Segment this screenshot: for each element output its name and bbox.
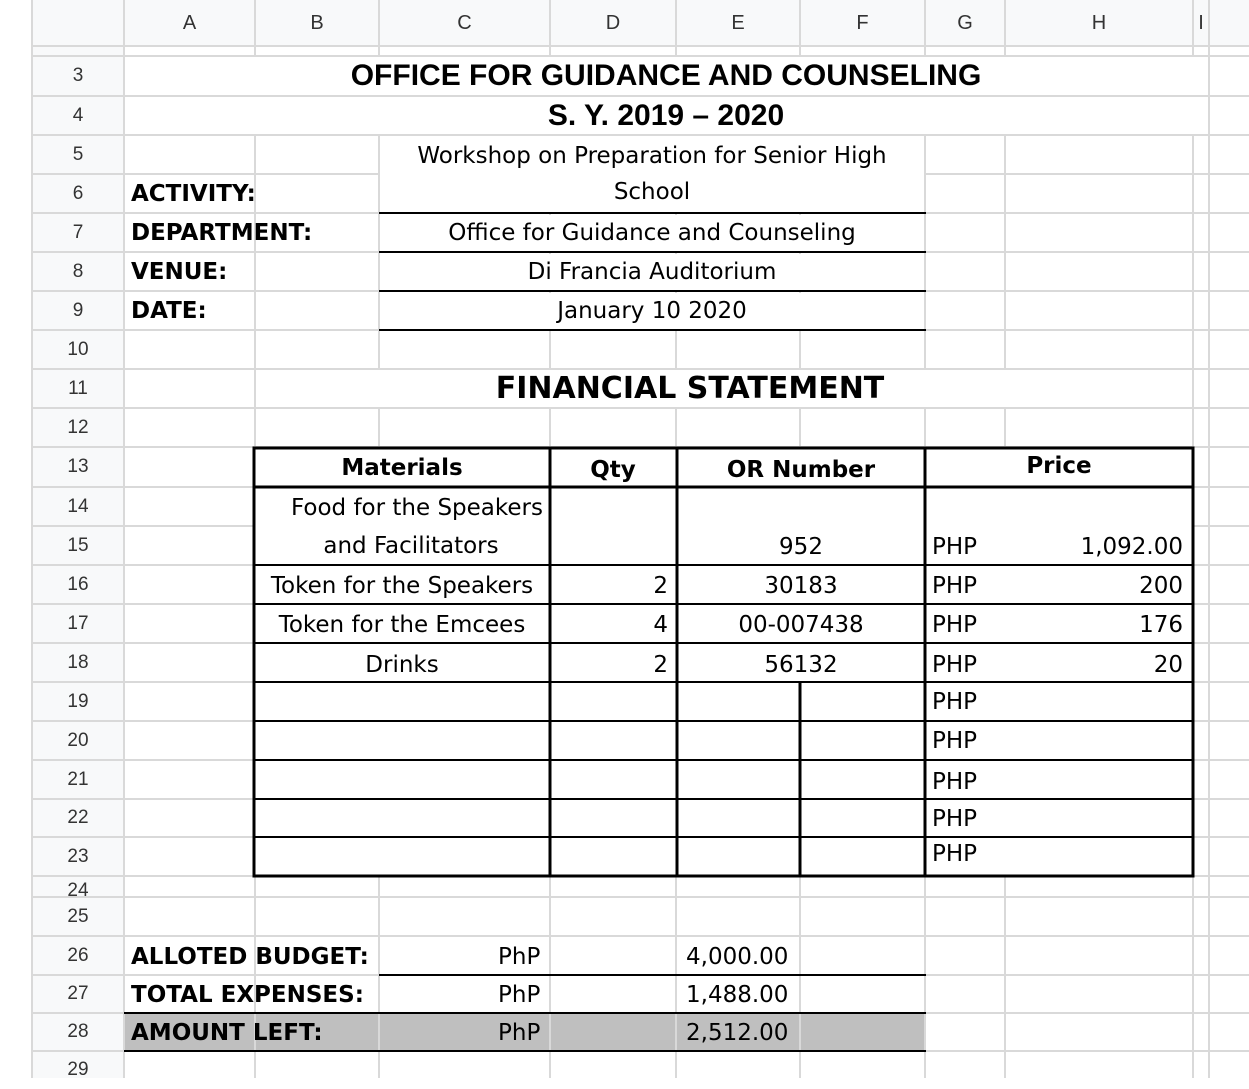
column-header-c[interactable]: C xyxy=(457,11,472,34)
row-header-26[interactable]: 26 xyxy=(67,944,89,966)
item-4-or[interactable]: 56132 xyxy=(764,652,838,678)
row-header-17[interactable]: 17 xyxy=(67,612,89,634)
financial-statement-title[interactable]: FINANCIAL STATEMENT xyxy=(256,370,1124,407)
header-or-number[interactable]: OR Number xyxy=(726,457,876,483)
column-header-d[interactable]: D xyxy=(605,11,621,34)
row-header-3[interactable]: 3 xyxy=(72,65,84,86)
header-price[interactable]: Price xyxy=(1026,453,1092,479)
item-1-price[interactable]: 1,092.00 xyxy=(1080,534,1183,560)
activity-value-line1: Workshop on Preparation for Senior High xyxy=(417,143,887,169)
item-4-currency[interactable]: PHP xyxy=(932,652,978,678)
venue-label[interactable]: VENUE: xyxy=(131,259,228,285)
venue-value[interactable]: Di Francia Auditorium xyxy=(380,254,924,290)
activity-value-line2: School xyxy=(613,179,691,205)
column-header-a[interactable]: A xyxy=(182,11,197,34)
row-header-28[interactable]: 28 xyxy=(67,1021,89,1042)
amount-left-underline xyxy=(124,1050,926,1052)
row-header-15[interactable]: 15 xyxy=(67,534,89,556)
item-1-material-line2[interactable]: and Facilitators xyxy=(323,533,499,559)
amount-left-label[interactable]: AMOUNT LEFT: xyxy=(131,1020,323,1046)
column-header-f[interactable]: F xyxy=(856,11,869,34)
row-header-25[interactable]: 25 xyxy=(67,905,89,927)
expenses-currency[interactable]: PhP xyxy=(498,982,541,1008)
activity-label[interactable]: ACTIVITY: xyxy=(131,181,256,207)
item-3-or[interactable]: 00-007438 xyxy=(738,612,864,638)
row-header-27[interactable]: 27 xyxy=(67,983,89,1004)
expenses-underline xyxy=(124,1012,926,1014)
empty-row-4-currency[interactable]: PHP xyxy=(932,806,978,832)
amount-left-currency[interactable]: PhP xyxy=(498,1020,541,1046)
column-header-i[interactable]: I xyxy=(1198,11,1204,34)
row-header-22[interactable]: 22 xyxy=(67,807,89,828)
row-header-20[interactable]: 20 xyxy=(67,729,89,751)
row-header-19[interactable]: 19 xyxy=(67,690,89,712)
budget-currency[interactable]: PhP xyxy=(498,944,541,970)
budget-value[interactable]: 4,000.00 xyxy=(686,944,789,970)
row-header-23[interactable]: 23 xyxy=(67,845,89,867)
column-header-h[interactable]: H xyxy=(1091,11,1107,34)
amount-left-value[interactable]: 2,512.00 xyxy=(686,1020,789,1046)
row-header-7[interactable]: 7 xyxy=(72,221,84,243)
item-2-currency[interactable]: PHP xyxy=(932,573,978,599)
item-1-material-line1[interactable]: Food for the Speakers xyxy=(291,495,543,521)
item-4-material[interactable]: Drinks xyxy=(365,652,439,678)
column-header-e[interactable]: E xyxy=(731,11,745,34)
header-materials[interactable]: Materials xyxy=(341,455,463,481)
date-label[interactable]: DATE: xyxy=(131,298,207,324)
item-3-price[interactable]: 176 xyxy=(1139,612,1183,638)
expenses-label[interactable]: TOTAL EXPENSES: xyxy=(131,982,364,1008)
row-header-8[interactable]: 8 xyxy=(72,260,84,282)
office-title[interactable]: OFFICE FOR GUIDANCE AND COUNSELING xyxy=(126,57,1206,95)
column-header-g[interactable]: G xyxy=(957,11,973,34)
budget-underline xyxy=(379,974,926,976)
empty-row-1-currency[interactable]: PHP xyxy=(932,689,978,715)
item-3-material[interactable]: Token for the Emcees xyxy=(278,612,526,638)
row-header-11[interactable]: 11 xyxy=(68,377,88,399)
row-header-29[interactable]: 29 xyxy=(67,1059,89,1080)
date-value[interactable]: January 10 2020 xyxy=(380,293,924,329)
item-2-qty[interactable]: 2 xyxy=(653,573,668,599)
empty-row-5-currency[interactable]: PHP xyxy=(932,841,978,867)
item-4-price[interactable]: 20 xyxy=(1153,652,1183,678)
row-header-9[interactable]: 9 xyxy=(72,299,84,321)
item-2-price[interactable]: 200 xyxy=(1139,573,1183,599)
item-3-currency[interactable]: PHP xyxy=(932,612,978,638)
row-header-13[interactable]: 13 xyxy=(67,456,89,477)
row-header-16[interactable]: 16 xyxy=(67,573,89,595)
school-year-title[interactable]: S. Y. 2019 – 2020 xyxy=(126,97,1206,134)
item-1-currency[interactable]: PHP xyxy=(932,534,978,560)
item-2-material[interactable]: Token for the Speakers xyxy=(270,573,534,599)
row-header-5[interactable]: 5 xyxy=(72,143,84,165)
item-3-qty[interactable]: 4 xyxy=(653,612,668,638)
item-2-or[interactable]: 30183 xyxy=(764,573,838,599)
item-4-qty[interactable]: 2 xyxy=(653,652,668,678)
row-header-4[interactable]: 4 xyxy=(72,104,84,126)
expenses-value[interactable]: 1,488.00 xyxy=(686,982,789,1008)
department-label[interactable]: DEPARTMENT: xyxy=(131,220,313,246)
row-header-18[interactable]: 18 xyxy=(67,651,89,673)
row-header-10[interactable]: 10 xyxy=(67,338,89,360)
item-1-or[interactable]: 952 xyxy=(779,534,823,560)
empty-row-3-currency[interactable]: PHP xyxy=(932,769,978,795)
row-header-12[interactable]: 12 xyxy=(67,416,89,438)
row-header-21[interactable]: 21 xyxy=(67,768,89,790)
column-header-b[interactable]: B xyxy=(310,11,324,34)
row-header-24[interactable]: 24 xyxy=(67,880,89,897)
header-qty[interactable]: Qty xyxy=(590,457,636,483)
budget-label[interactable]: ALLOTED BUDGET: xyxy=(131,944,369,970)
row-header-6[interactable]: 6 xyxy=(72,182,84,204)
row-header-14[interactable]: 14 xyxy=(67,495,89,517)
empty-row-2-currency[interactable]: PHP xyxy=(932,728,978,754)
department-value[interactable]: Office for Guidance and Counseling xyxy=(380,215,924,251)
